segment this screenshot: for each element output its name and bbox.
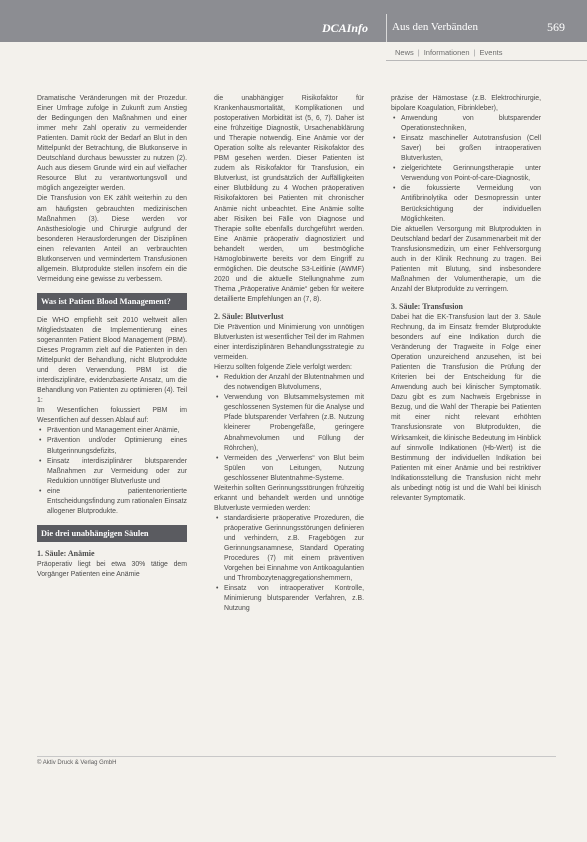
section-title: Aus den Verbänden xyxy=(392,21,478,33)
footer-rule xyxy=(37,756,556,757)
subnav-separator: | xyxy=(473,48,476,57)
text-column-3 xyxy=(391,94,541,504)
journal-brand: DCAInfo xyxy=(322,21,369,35)
text-column-1 xyxy=(37,94,187,580)
paragraph: die unabhängiger Risikofaktor für Krankenhausmortalität, Komplikationen und postoperativen Morbidität ist (5, 6, 7). Daher ist eine frühzeitige Diagnostik, Ursachenabklärung und Therapie notwendig. Eine Anämie vor der Operation sollte als relevanter Risikofaktor des PBM gesehen werden. Dieser Patienten ist zudem als Risikofaktor für Transfusion, ein Blutverlust, ist grundsätzlich der Auffälligkeiten einer Blutbildung zu 4 Wochen präoperativen Risikofaktoren bei Patienten mit chronischer Anämie nicht unbeachtet. Eine Anämie sollte aber Risiken bei Fälle von Diagnose und Therapie sollte ebenfalls durchgeführt werden. Eine Anämie präoperativ diagnostiziert und behandelt werden, um bestmögliche Hämoglobinwerte bereits vor dem Eingriff zu ermöglichen. Die deutsche S3-Leitlinie (AWMF) 2020 und die aktuelle Stellungnahme zum Thema „Präoperative Anämie“ geben für weitere detaillierte Empfehlungen an (7, 8). xyxy=(214,95,364,303)
list-item: • Prävention und Management einer Anämie, xyxy=(47,426,187,436)
subnav-item-news[interactable]: News xyxy=(395,48,414,57)
bullet-list xyxy=(391,114,541,225)
section-heading: Die drei unabhängigen Säulen xyxy=(37,525,187,542)
list-item: • Verwendung von Blutsammelsystemen mit geschlossenen Systemen für die Analyse und Pfade blutsparender Verfahren (z.B. Nutzung kleinerer Probengefäße, geringere Abnahmevolumen und Füllung der Röhrchen), xyxy=(224,393,364,453)
list-item: • Prävention und/oder Optimierung eines Blutgerinnungsdefizits, xyxy=(47,436,187,456)
paragraph: präzise der Hämostase (z.B. Elektrochirurgie, bipolare Koagulation, Fibrinkleber), xyxy=(391,95,541,113)
paragraph: Die Transfusion von EK zählt weiterhin zu den am häufigsten gebrauchten medizinischen Maßnahmen (3). Diese werden vor Anästhesiologie und Chirurgie aufgrund der besonderen Herausforderungen der Disziplinen einen relevanten Anteil an verbrauchten Blutkonserven und vermindertem Transfusionen allgemein. Blutprodukte stellen insofern ein die Vermeidung eine gewisse zu verbessern. xyxy=(37,195,187,283)
list-item: • zielgerichtete Gerinnungstherapie unter Verwendung von Point-of-care-Diagnostik, xyxy=(401,164,541,184)
list-item: • Anwendung von blutsparender Operationstechniken, xyxy=(401,114,541,134)
subheading: 1. Säule: Anämie xyxy=(37,548,95,558)
paragraph: Dabei hat die EK-Transfusion laut der 3. Säule Rechnung, da im Einsatz fremder Blutprodukte besonders auf eine Indikation durch die Veränderung der Tragweite in Folge einer Operation unzureichend anzusehen, ist bei Patienten die Transfusion die Prüfung der Kriterien bei der Entscheidung für die Anwendung auch bei klinischer Symptomatik. Dazu gibt es zum Nachweis Ergebnisse in Bezug, und die Wahl der Therapie bei Patienten mit einer nicht relevant erhöhten Transfusionsrate von Blutprodukten, die Wirksamkeit, die klinische Bedeutung im Hinblick auf sinnvolle Indikationen (Hb-Wert) ist die Bestimmung der individuellen Indikation bei Patienten mit einer Anämie und bei restriktiver Indikationsstellung die Transfusion nicht mehr als unbedingt nötig ist und die Wahl bei klinisch relevanter Symptomatik. xyxy=(391,313,541,502)
paragraph: Die WHO empfiehlt seit 2010 weltweit allen Mitgliedstaaten die Implementierung eines sogenannten Patient Blood Management (PBM). Dieses Programm zielt auf die Patienten in den Mittelpunkt der Behandlung, nicht Blutprodukte und deren Verwendung. PBM ist die interdisziplinäre, evidenzbasierte Ansatz, um die Behandlung von Patienten zu optimieren (4). Teil 1: xyxy=(37,316,187,405)
page-number: 569 xyxy=(547,20,565,34)
subnav-item-events[interactable]: Events xyxy=(479,48,503,57)
header-bar xyxy=(0,0,587,42)
paragraph: Die aktuellen Versorgung mit Blutprodukten in Deutschland bedarf der Zusammenarbeit mit der Transfusionsmedizin, um einer Fehlversorgung auch in der Klinik Rechnung zu tragen. Bei Patienten mit Blutung, sind insbesondere Maßnahmen der Volumentherapie, um die Anzahl der Blutprodukte zu verringern. xyxy=(391,225,541,293)
paragraph: Präoperativ liegt bei etwa 30% tätige dem Vorgänger Patienten eine Anämie xyxy=(37,560,187,578)
section-heading: Was ist Patient Blood Management? xyxy=(37,293,187,310)
bullet-list xyxy=(214,514,364,614)
paragraph: Die Prävention und Minimierung von unnötigen Blutverlusten ist wesentlicher Teil der im Rahmen einer interdisziplinären Behandlungsstrategie zu vermeiden. xyxy=(214,323,364,362)
paragraph: Hierzu sollten folgende Ziele verfolgt werden: xyxy=(214,364,352,372)
subheading: 2. Säule: Blutverlust xyxy=(214,311,284,321)
list-item: • Einsatz interdisziplinärer blutsparender Maßnahmen zur Vermeidung oder zur Reduktion unnötiger Blutverluste und xyxy=(47,457,187,487)
subnav-rule xyxy=(386,60,587,61)
bullet-list xyxy=(37,426,187,516)
list-item: • die fokussierte Vermeidung von Antifibrinolytika oder Desmopressin unter Berücksichtigung der individuellen Möglichkeiten. xyxy=(401,184,541,224)
subnav-separator: | xyxy=(417,48,420,57)
list-item: • standardisierte präoperative Prozeduren, die präoperative Gerinnungsstörungen definieren und verhindern, z.B. Fragebögen zur Gerinnungsanamnese, Standard Operating Procedures (7) mit einem präventiven Vorgehen bei Einnahme von Antikoagulantien und Thrombozytenaggregationshemmern, xyxy=(224,514,364,584)
paragraph: Dramatische Veränderungen mit der Prozedur. Einer Umfrage zufolge in Zukunft zum Anstieg der Bedingungen den Maßnahmen und einer immer mehr Zahl operativ zu vermeidender Patienten. Damit rückt der Bedarf an Blut in den Mittelpunkt der Betrachtung, die Blutkonserve in Deutschland durchaus bewusster zu nutzen (2). Auch aus diesem Grunde wird ein auf vielfacher Resource Blut zu verantwortungsvoll und möglich angezeigter werden. xyxy=(37,95,187,193)
list-item: • Einsatz maschineller Autotransfusion (Cell Saver) bei großen intraoperativen Blutverlusten, xyxy=(401,134,541,164)
subheading: 3. Säule: Transfusion xyxy=(391,301,463,311)
footer-copyright: © Aktiv Druck & Verlag GmbH xyxy=(37,760,117,766)
list-item: • Reduktion der Anzahl der Blutentnahmen und des notwendigen Blutvolumens, xyxy=(224,373,364,393)
header-divider xyxy=(386,14,387,42)
paragraph: Weiterhin sollten Gerinnungsstörungen frühzeitig erkannt und behandelt werden und unnötige Blutverluste vermieden werden: xyxy=(214,484,364,512)
subnav-item-informationen[interactable]: Informationen xyxy=(423,48,470,57)
list-item: • eine patientenorientierte Entscheidungsfindung zum rationalen Einsatz allogener Blutprodukte. xyxy=(47,487,187,517)
list-item: • Einsatz von intraoperativer Kontrolle, Minimierung blutsparender Verfahren, z.B. Nutzung xyxy=(224,584,364,614)
subnav xyxy=(395,48,502,57)
bullet-list xyxy=(214,373,364,484)
text-column-2 xyxy=(214,94,364,614)
list-item: • Vermeiden des „Verwerfens“ von Blut beim Spülen von Leitungen, Nutzung geschlossener Blutentnahme-Systeme. xyxy=(224,454,364,484)
paragraph: Im Wesentlichen fokussiert PBM im Wesentlichen auf dessen Ablauf auf: xyxy=(37,407,187,425)
